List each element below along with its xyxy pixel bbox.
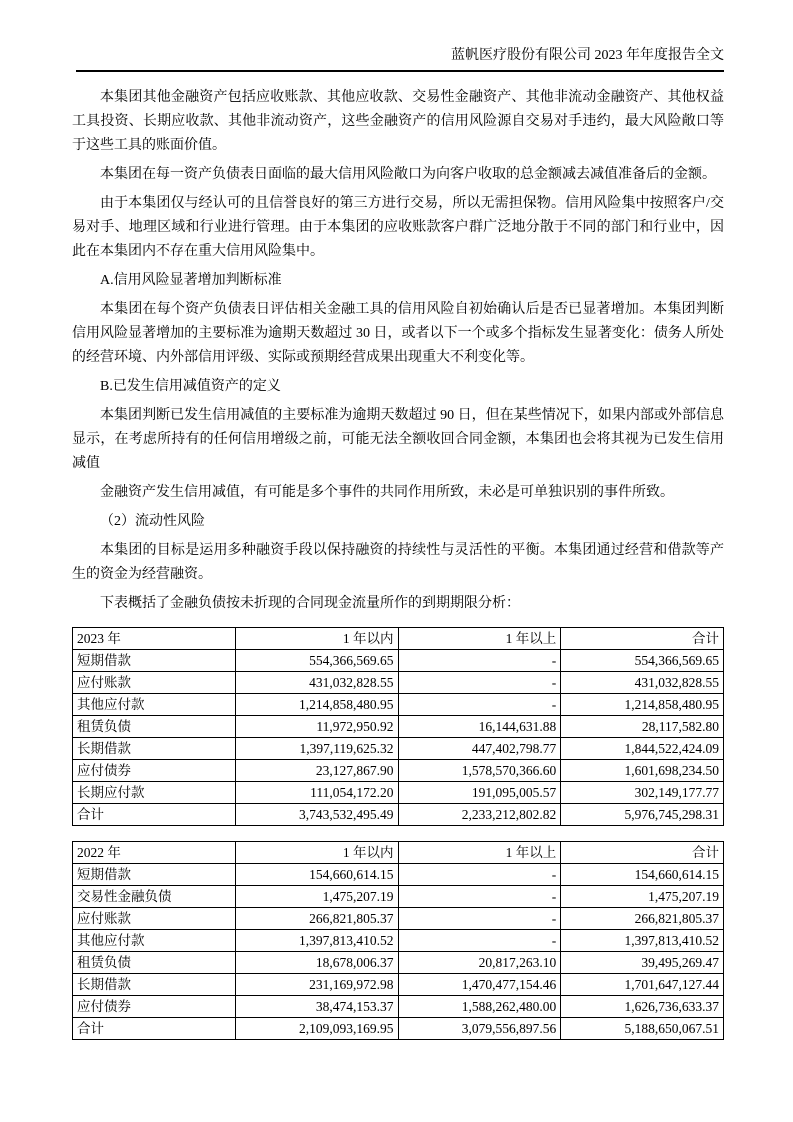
column-header-total: 合计: [561, 842, 724, 864]
value-cell-total: 5,976,745,298.31: [561, 804, 724, 826]
row-label-cell: 短期借款: [73, 864, 236, 886]
table-row: [73, 974, 724, 996]
value-cell-within-1y: 111,054,172.20: [235, 782, 398, 804]
value-cell-total: 266,821,805.37: [561, 908, 724, 930]
paragraph-multiple-events: 金融资产发生信用减值，有可能是多个事件的共同作用所致，未必是可单独识别的事件所致。: [100, 485, 674, 500]
value-cell-over-1y: 20,817,263.10: [398, 952, 561, 974]
value-cell-over-1y: -: [398, 864, 561, 886]
page-content: [72, 46, 724, 1040]
value-cell-over-1y: -: [398, 886, 561, 908]
row-label-cell: 租赁负债: [73, 952, 236, 974]
table-row: [73, 760, 724, 782]
paragraph-overdue-30-days: 本集团在每个资产负债表日评估相关金融工具的信用风险自初始确认后是否已显著增加。本集团判断信用风险显著增加的主要标准为逾期天数超过 30 日，或者以下一个或多个指标发生显著变化：债务人所处的经营环境、内外部信用评级、实际或预期经营成果出现重大不利变化等。: [72, 302, 724, 365]
value-cell-within-1y: 23,127,867.90: [235, 760, 398, 782]
row-label-cell: 合计: [73, 804, 236, 826]
table-header-row: [73, 628, 724, 650]
value-cell-within-1y: 38,474,153.37: [235, 996, 398, 1018]
value-cell-within-1y: 1,214,858,480.95: [235, 694, 398, 716]
value-cell-total: 1,626,736,633.37: [561, 996, 724, 1018]
value-cell-within-1y: 3,743,532,495.49: [235, 804, 398, 826]
value-cell-total: 1,475,207.19: [561, 886, 724, 908]
table-row: [73, 908, 724, 930]
row-label-cell: 其他应付款: [73, 930, 236, 952]
value-cell-total: 28,117,582.80: [561, 716, 724, 738]
value-cell-within-1y: 554,366,569.65: [235, 650, 398, 672]
value-cell-over-1y: 1,588,262,480.00: [398, 996, 561, 1018]
value-cell-total: 302,149,177.77: [561, 782, 724, 804]
value-cell-within-1y: 1,475,207.19: [235, 886, 398, 908]
value-cell-over-1y: -: [398, 908, 561, 930]
value-cell-total: 1,397,813,410.52: [561, 930, 724, 952]
paragraph-maturity-analysis-intro: 下表概括了金融负债按未折现的合同现金流量所作的到期期限分析：: [100, 596, 520, 611]
table-row: [73, 864, 724, 886]
value-cell-within-1y: 2,109,093,169.95: [235, 1018, 398, 1040]
row-label-cell: 租赁负债: [73, 716, 236, 738]
value-cell-within-1y: 231,169,972.98: [235, 974, 398, 996]
value-cell-within-1y: 154,660,614.15: [235, 864, 398, 886]
value-cell-within-1y: 266,821,805.37: [235, 908, 398, 930]
value-cell-over-1y: -: [398, 672, 561, 694]
value-cell-over-1y: 1,578,570,366.60: [398, 760, 561, 782]
row-label-cell: 应付账款: [73, 908, 236, 930]
value-cell-over-1y: -: [398, 694, 561, 716]
value-cell-total: 431,032,828.55: [561, 672, 724, 694]
value-cell-total: 154,660,614.15: [561, 864, 724, 886]
column-header-over-1y: 1 年以上: [398, 628, 561, 650]
value-cell-total: 5,188,650,067.51: [561, 1018, 724, 1040]
table-row: [73, 738, 724, 760]
value-cell-within-1y: 1,397,119,625.32: [235, 738, 398, 760]
row-label-cell: 应付账款: [73, 672, 236, 694]
value-cell-over-1y: 191,095,005.57: [398, 782, 561, 804]
value-cell-over-1y: 16,144,631.88: [398, 716, 561, 738]
value-cell-total: 1,214,858,480.95: [561, 694, 724, 716]
value-cell-total: 39,495,269.47: [561, 952, 724, 974]
heading-credit-risk-increase-criteria: A.信用风险显著增加判断标准: [100, 273, 282, 288]
value-cell-over-1y: 447,402,798.77: [398, 738, 561, 760]
maturity-table-2023: [72, 627, 724, 826]
row-label-cell: 合计: [73, 1018, 236, 1040]
table-row: [73, 716, 724, 738]
header-divider: [76, 70, 724, 72]
column-header-total: 合计: [561, 628, 724, 650]
value-cell-within-1y: 431,032,828.55: [235, 672, 398, 694]
value-cell-total: 1,844,522,424.09: [561, 738, 724, 760]
value-cell-over-1y: -: [398, 930, 561, 952]
row-label-cell: 应付债券: [73, 996, 236, 1018]
paragraph-third-party-trading: 由于本集团仅与经认可的且信誉良好的第三方进行交易，所以无需担保物。信用风险集中按照客户/交易对手、地理区域和行业进行管理。由于本集团的应收账款客户群广泛地分散于不同的部门和行业中，因此在本集团内不存在重大信用风险集中。: [72, 196, 724, 259]
paragraph-max-credit-exposure: 本集团在每一资产负债表日面临的最大信用风险敞口为向客户收取的总金额减去减值准备后的金额。: [100, 167, 716, 182]
table-row: [73, 996, 724, 1018]
table-total-row: [73, 804, 724, 826]
paragraph-financing-objective: 本集团的目标是运用多种融资手段以保持融资的持续性与灵活性的平衡。本集团通过经营和借款等产生的资金为经营融资。: [72, 543, 724, 582]
header-title: 蓝帆医疗股份有限公司 2023 年年度报告全文: [451, 48, 724, 63]
row-label-cell: 短期借款: [73, 650, 236, 672]
table-row: [73, 782, 724, 804]
table-row: [73, 672, 724, 694]
heading-credit-impaired-definition: B.已发生信用减值资产的定义: [100, 379, 281, 394]
row-label-cell: 长期借款: [73, 738, 236, 760]
value-cell-over-1y: 2,233,212,802.82: [398, 804, 561, 826]
value-cell-over-1y: 1,470,477,154.46: [398, 974, 561, 996]
table-total-row: [73, 1018, 724, 1040]
value-cell-total: 1,601,698,234.50: [561, 760, 724, 782]
value-cell-within-1y: 18,678,006.37: [235, 952, 398, 974]
page-header: [72, 46, 724, 70]
row-label-cell: 长期借款: [73, 974, 236, 996]
table-row: [73, 694, 724, 716]
value-cell-total: 554,366,569.65: [561, 650, 724, 672]
column-header-within-1y: 1 年以内: [235, 628, 398, 650]
paragraph-other-financial-assets: 本集团其他金融资产包括应收账款、其他应收款、交易性金融资产、其他非流动金融资产、其他权益工具投资、长期应收款、其他非流动资产，这些金融资产的信用风险源自交易对手违约，最大风险敞口等于这些工具的账面价值。: [72, 90, 724, 153]
paragraph-overdue-90-days: 本集团判断已发生信用减值的主要标准为逾期天数超过 90 日，但在某些情况下，如果内部或外部信息显示，在考虑所持有的任何信用增级之前，可能无法全额收回合同金额，本集团也会将其视为已发生信用减值: [72, 408, 724, 471]
value-cell-within-1y: 1,397,813,410.52: [235, 930, 398, 952]
table-row: [73, 930, 724, 952]
column-header-over-1y: 1 年以上: [398, 842, 561, 864]
value-cell-over-1y: 3,079,556,897.56: [398, 1018, 561, 1040]
year-header-cell: 2023 年: [73, 628, 236, 650]
row-label-cell: 交易性金融负债: [73, 886, 236, 908]
maturity-table-2022: [72, 841, 724, 1040]
row-label-cell: 其他应付款: [73, 694, 236, 716]
table-row: [73, 650, 724, 672]
table-header-row: [73, 842, 724, 864]
value-cell-total: 1,701,647,127.44: [561, 974, 724, 996]
table-row: [73, 886, 724, 908]
table-row: [73, 952, 724, 974]
column-header-within-1y: 1 年以内: [235, 842, 398, 864]
value-cell-over-1y: -: [398, 650, 561, 672]
row-label-cell: 应付债券: [73, 760, 236, 782]
heading-liquidity-risk: （2）流动性风险: [100, 514, 205, 529]
value-cell-within-1y: 11,972,950.92: [235, 716, 398, 738]
year-header-cell: 2022 年: [73, 842, 236, 864]
row-label-cell: 长期应付款: [73, 782, 236, 804]
